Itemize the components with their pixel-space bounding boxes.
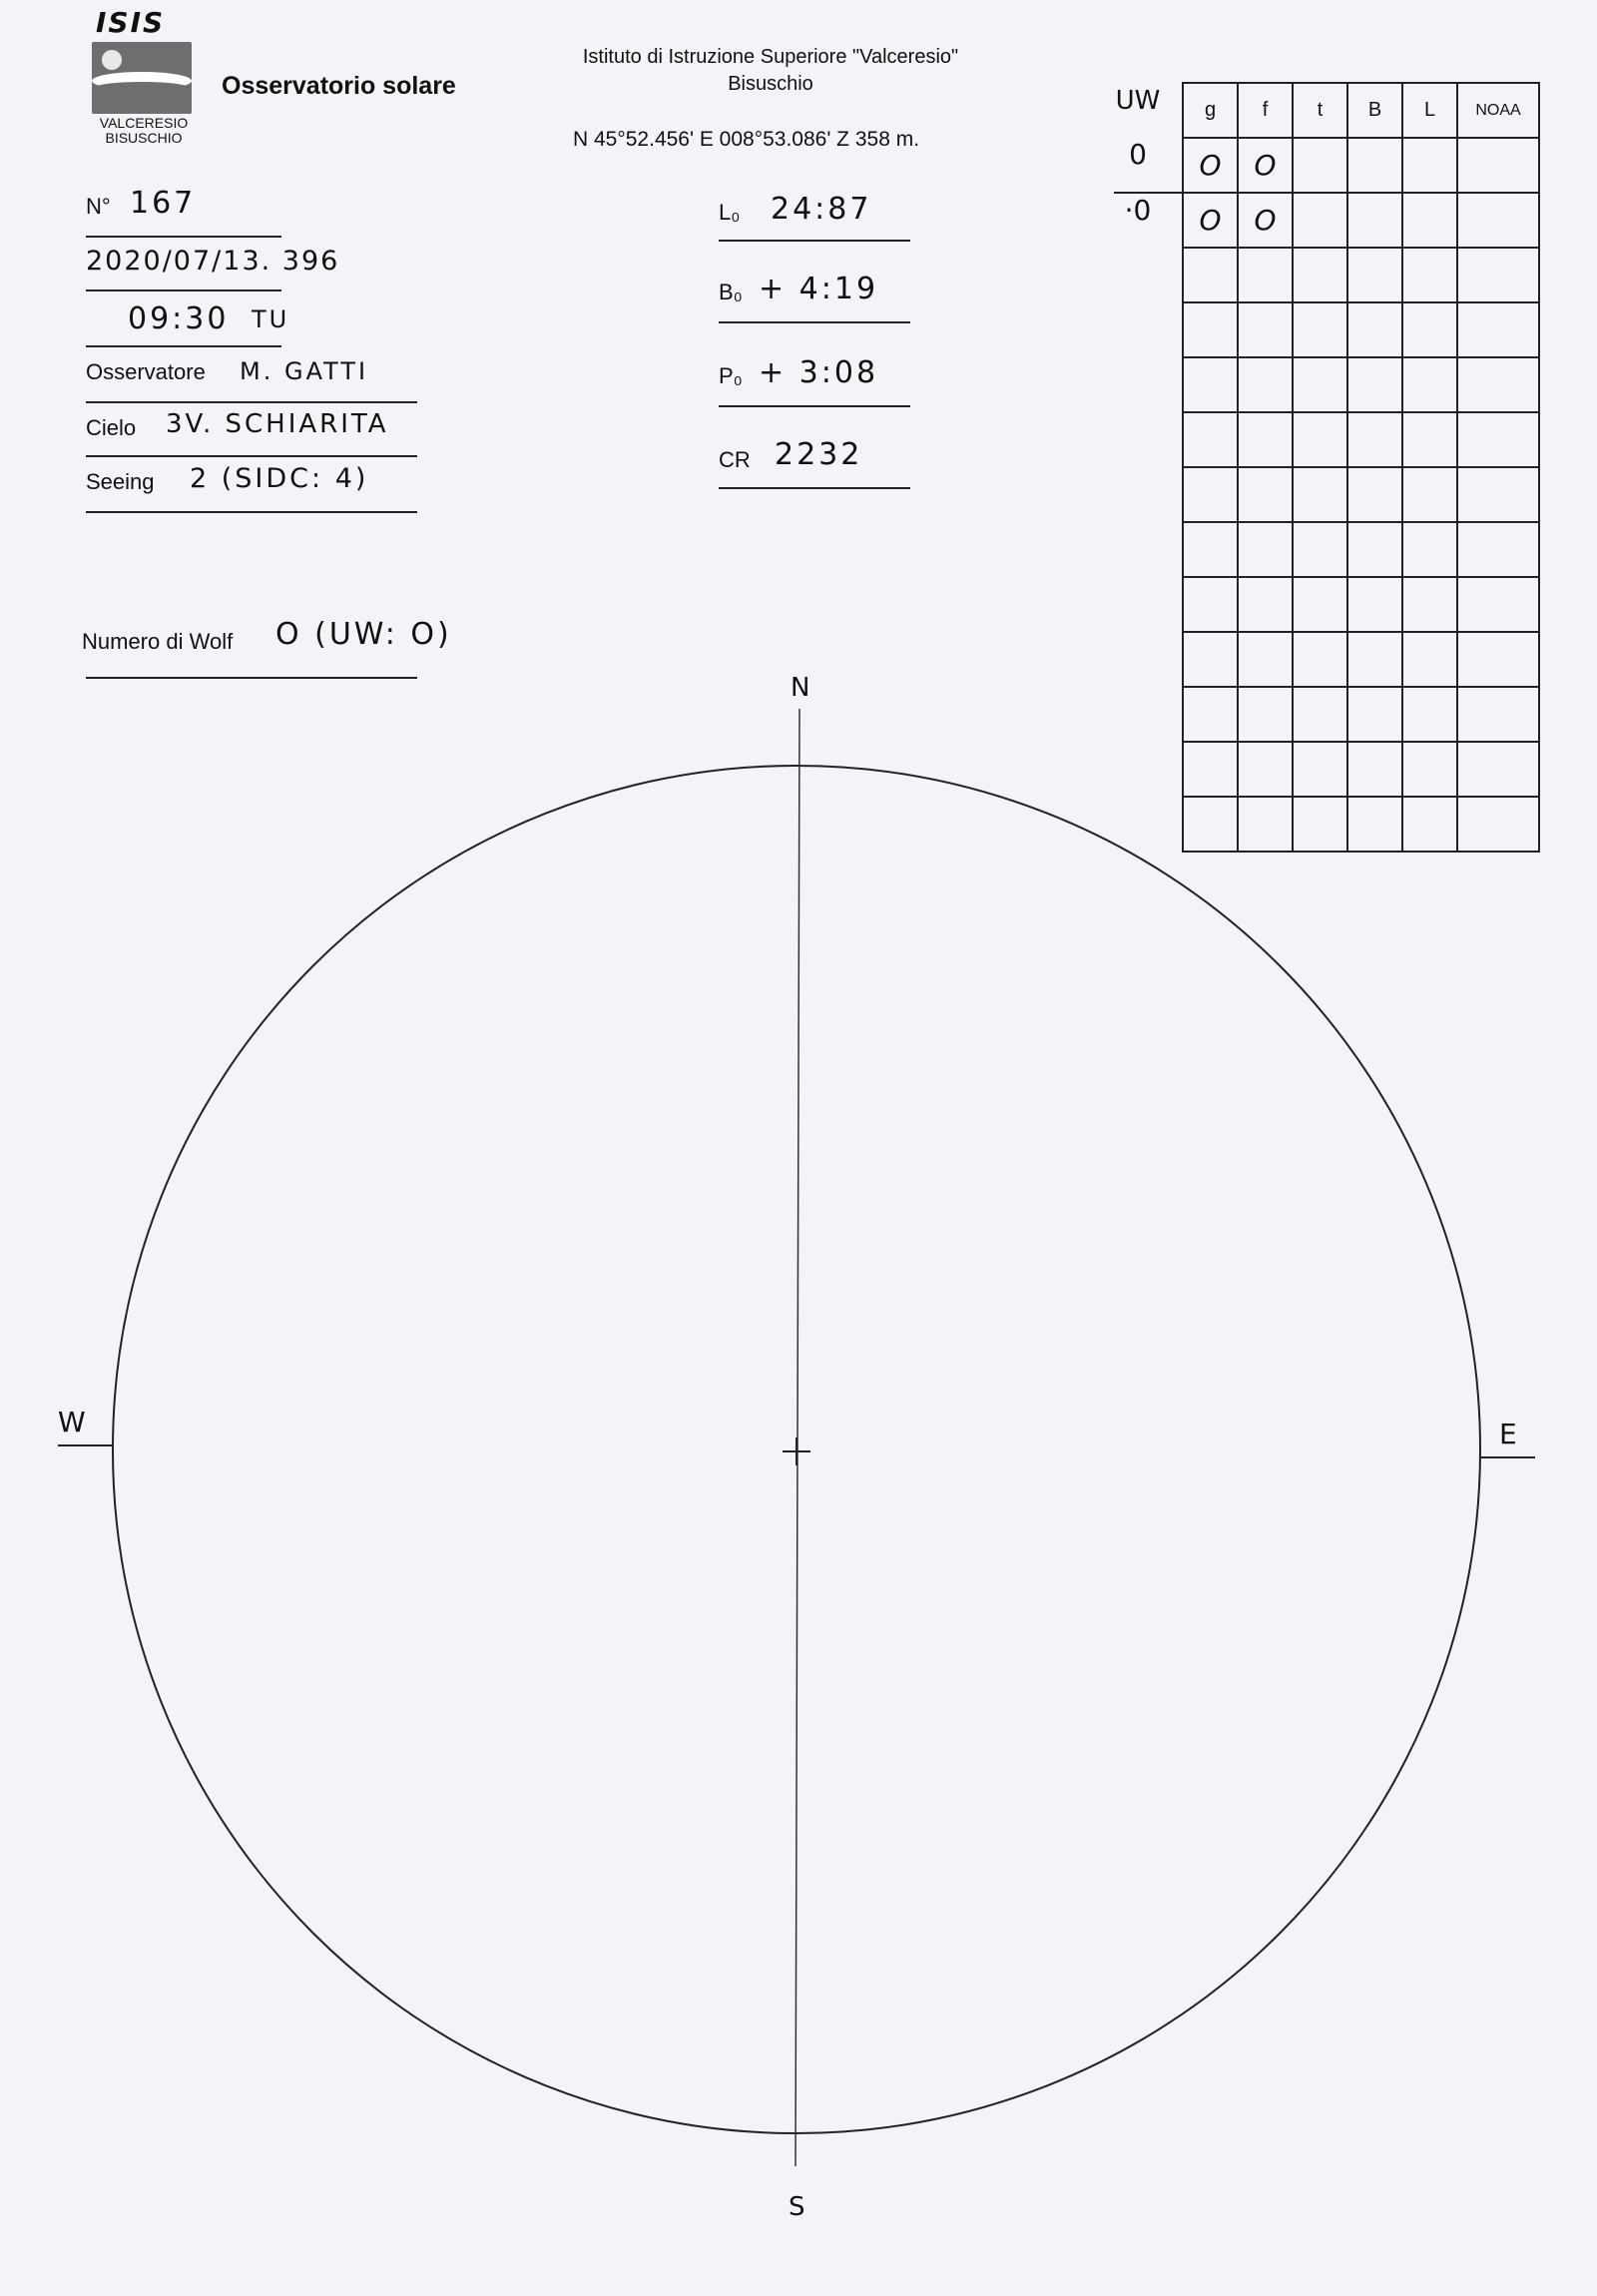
observatory-coordinates: N 45°52.456' E 008°53.086' Z 358 m.: [573, 128, 920, 151]
seeing-value[interactable]: 2 (SIDC: 4): [190, 463, 369, 494]
p0-value[interactable]: + 3:08: [759, 355, 879, 390]
institute-line2: Bisuschio: [728, 73, 813, 95]
north-label: N: [791, 673, 810, 703]
east-label: E: [1499, 1418, 1517, 1450]
date-value[interactable]: 2020/07/13. 396: [86, 246, 340, 277]
uw-header: UW: [1115, 86, 1161, 116]
observer-label: Osservatore: [86, 359, 206, 384]
b0-label: B₀: [719, 280, 743, 304]
seeing-label: Seeing: [86, 469, 155, 494]
table-cell[interactable]: O: [1183, 138, 1238, 193]
header-noaa: NOAA: [1457, 83, 1539, 138]
l0-label: L₀: [719, 200, 741, 225]
time-suffix: TU: [252, 305, 290, 333]
sky-value[interactable]: 3V. SCHIARITA: [166, 409, 389, 439]
l0-value[interactable]: 24:87: [771, 192, 872, 227]
header-g: g: [1183, 83, 1238, 138]
table-cell[interactable]: O: [1238, 138, 1293, 193]
p0-label: P₀: [719, 363, 743, 388]
uw-row-2[interactable]: ·0: [1124, 194, 1152, 227]
number-label: N°: [86, 194, 111, 219]
header-b: B: [1347, 83, 1402, 138]
cr-value[interactable]: 2232: [775, 437, 863, 472]
cr-label: CR: [719, 447, 751, 472]
table-cell[interactable]: O: [1238, 193, 1293, 248]
west-label: W: [58, 1406, 86, 1438]
table-cell[interactable]: O: [1183, 193, 1238, 248]
header-f: f: [1238, 83, 1293, 138]
logo-caption-line2: BISUSCHIO: [105, 130, 183, 146]
logo-caption-line1: VALCERESIO: [99, 115, 189, 131]
logo-wordmark: ISIS: [96, 6, 166, 39]
institute-line1: Istituto di Istruzione Superiore "Valceresio": [582, 46, 959, 68]
time-value[interactable]: 09:30: [128, 301, 230, 336]
wolf-label: Numero di Wolf: [82, 629, 234, 654]
page-title: Osservatorio solare: [222, 72, 456, 100]
sky-label: Cielo: [86, 415, 137, 440]
b0-value[interactable]: + 4:19: [759, 272, 879, 306]
header-t: t: [1293, 83, 1347, 138]
wolf-value[interactable]: O (UW: O): [275, 617, 452, 652]
header-l: L: [1402, 83, 1457, 138]
observer-value[interactable]: M. GATTI: [240, 357, 369, 385]
south-label: S: [789, 2192, 805, 2222]
uw-row-1[interactable]: 0: [1129, 138, 1147, 171]
number-value[interactable]: 167: [130, 186, 197, 221]
